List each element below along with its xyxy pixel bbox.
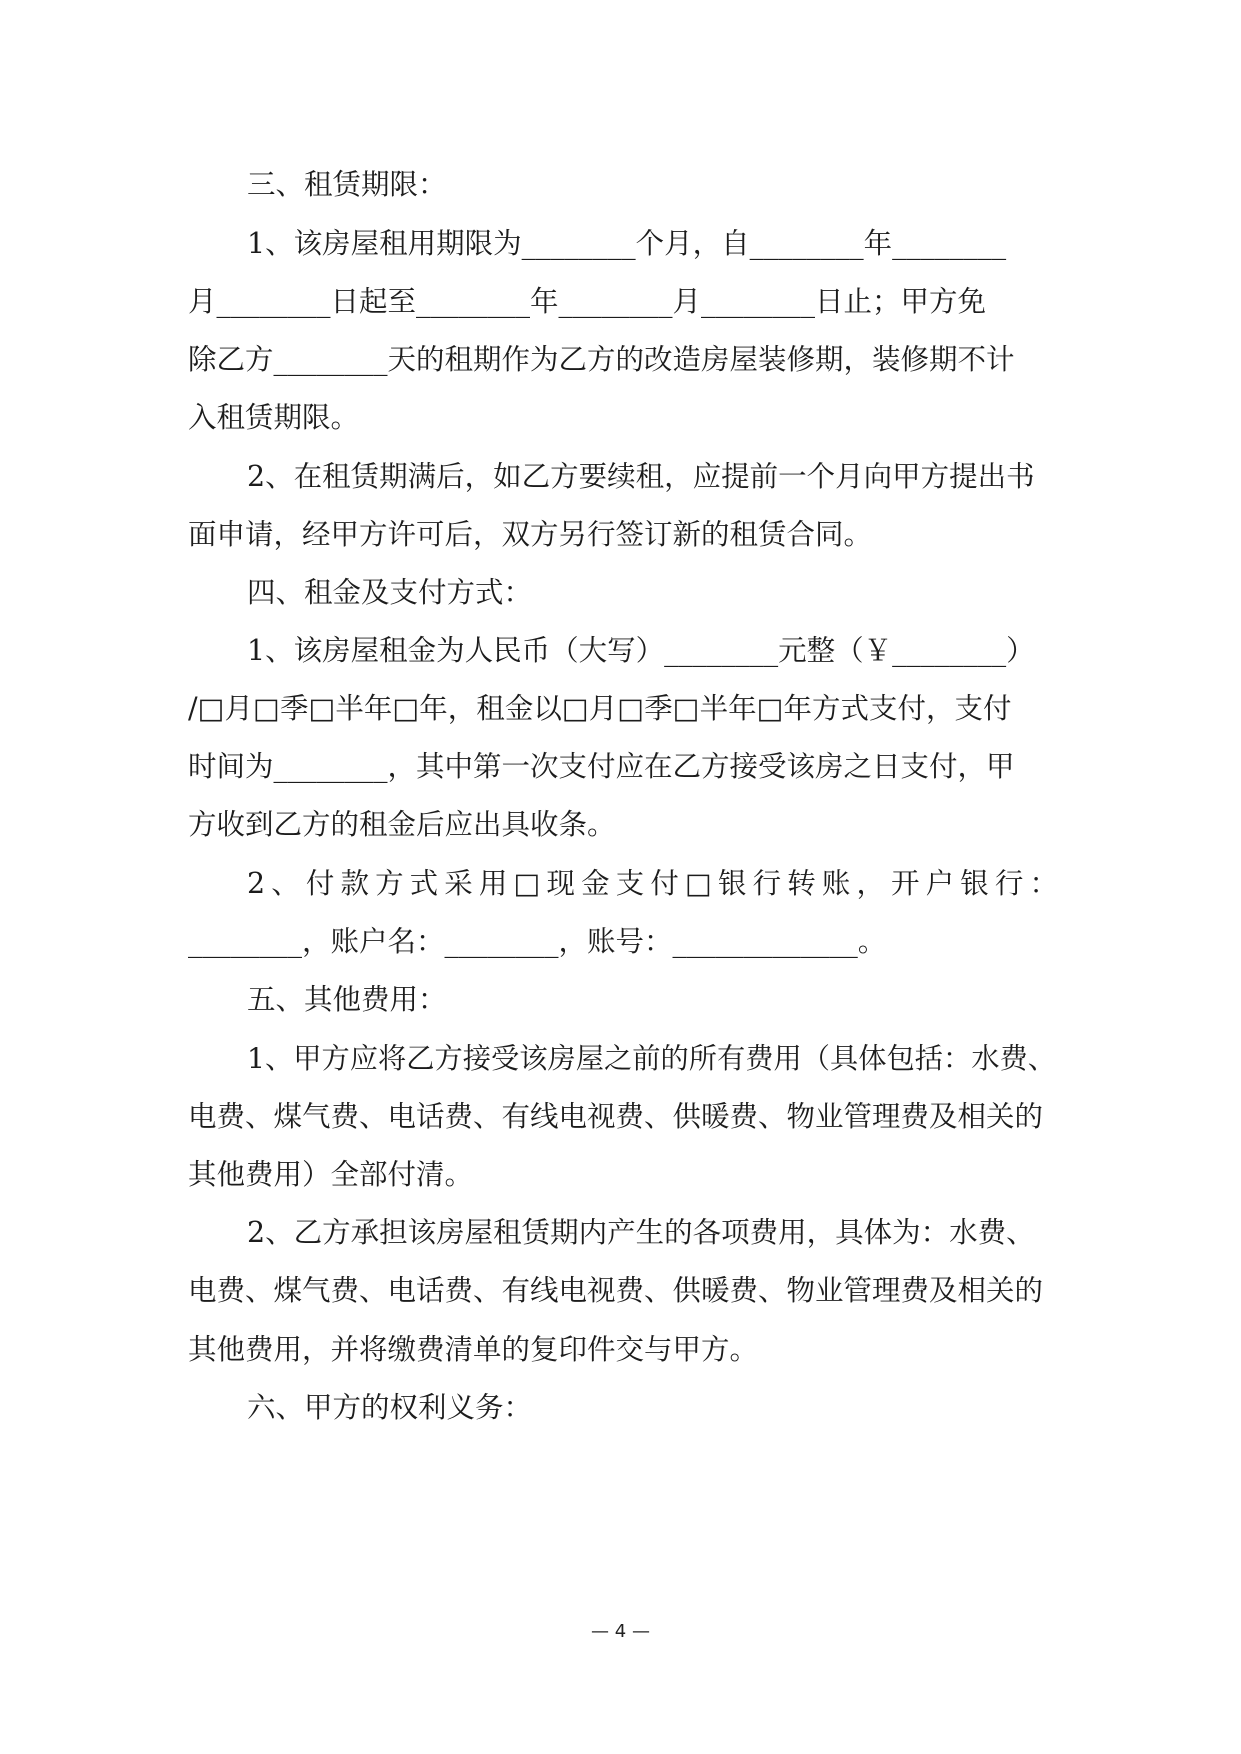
char: 金: [581, 867, 610, 900]
char: ，: [856, 867, 885, 900]
clause-4-1-line-2: /□月□季□半年□年，租金以□月□季□半年□年方式支付，支付: [188, 692, 1012, 725]
char: 付: [305, 867, 335, 900]
checkbox-bank-transfer: □: [684, 867, 712, 900]
char: 支: [615, 867, 645, 900]
char: 行: [994, 867, 1024, 900]
section-3-heading: 三、租赁期限：: [247, 168, 447, 201]
char: 、: [271, 867, 300, 900]
char: 开: [891, 867, 920, 900]
char: 式: [409, 867, 439, 900]
char: 银: [960, 867, 989, 900]
clause-4-2-line-1: [247, 862, 1058, 906]
char: 现: [546, 867, 576, 900]
char: 户: [925, 867, 955, 900]
clause-5-2-line-3: 其他费用，并将缴费清单的复印件交与甲方。: [188, 1333, 759, 1366]
char: 采: [444, 867, 473, 900]
char: 方: [375, 867, 404, 900]
checkbox-cash: □: [513, 867, 541, 900]
clause-5-2-line-2: 电费、煤气费、电话费、有线电视费、供暖费、物业管理费及相关的: [188, 1274, 1044, 1307]
char: 转: [787, 867, 816, 900]
clause-4-1-line-4: 方收到乙方的租金后应出具收条。: [188, 808, 616, 841]
char: 账: [821, 867, 851, 900]
char: 银: [718, 867, 747, 900]
section-6-heading: 六、甲方的权利义务：: [247, 1391, 533, 1424]
char: ：: [1029, 867, 1058, 900]
clause-5-1-line-2: 电费、煤气费、电话费、有线电视费、供暖费、物业管理费及相关的: [188, 1100, 1044, 1133]
char: 付: [650, 867, 679, 900]
clause-5-1-line-1: 1、甲方应将乙方接受该房屋之前的所有费用（具体包括：水费、: [247, 1042, 1056, 1075]
section-4-heading: 四、租金及支付方式：: [247, 576, 533, 609]
page-number: — 4 —: [591, 1621, 650, 1642]
clause-4-1-line-3: 时间为________，其中第一次支付应在乙方接受该房之日支付，甲: [188, 750, 1015, 783]
clause-3-2-line-1: 2、在租赁期满后，如乙方要续租，应提前一个月向甲方提出书: [247, 460, 1035, 493]
clause-4-2-line-2: ________，账户名：________，账号：_____________。: [188, 925, 887, 958]
char: 行: [752, 867, 782, 900]
char: 2: [247, 867, 266, 900]
clause-3-1-line-4: 入租赁期限。: [188, 401, 360, 434]
char: 款: [340, 867, 369, 900]
char: 用: [478, 867, 508, 900]
clause-3-1-line-3: 除乙方________天的租期作为乙方的改造房屋装修期，装修期不计: [188, 343, 1015, 376]
clause-3-1-line-2: 月________日起至________年________月________日止；甲方免: [188, 285, 987, 318]
section-5-heading: 五、其他费用：: [247, 983, 447, 1016]
clause-3-2-line-2: 面申请，经甲方许可后，双方另行签订新的租赁合同。: [188, 518, 873, 551]
clause-3-1-line-1: 1、该房屋租用期限为________个月，自________年________: [247, 227, 1007, 260]
clause-5-2-line-1: 2、乙方承担该房屋租赁期内产生的各项费用，具体为：水费、: [247, 1216, 1035, 1249]
clause-5-1-line-3: 其他费用）全部付清。: [188, 1158, 474, 1191]
clause-4-1-line-1: 1、该房屋租金为人民币（大写）________元整（￥________）: [247, 634, 1035, 667]
